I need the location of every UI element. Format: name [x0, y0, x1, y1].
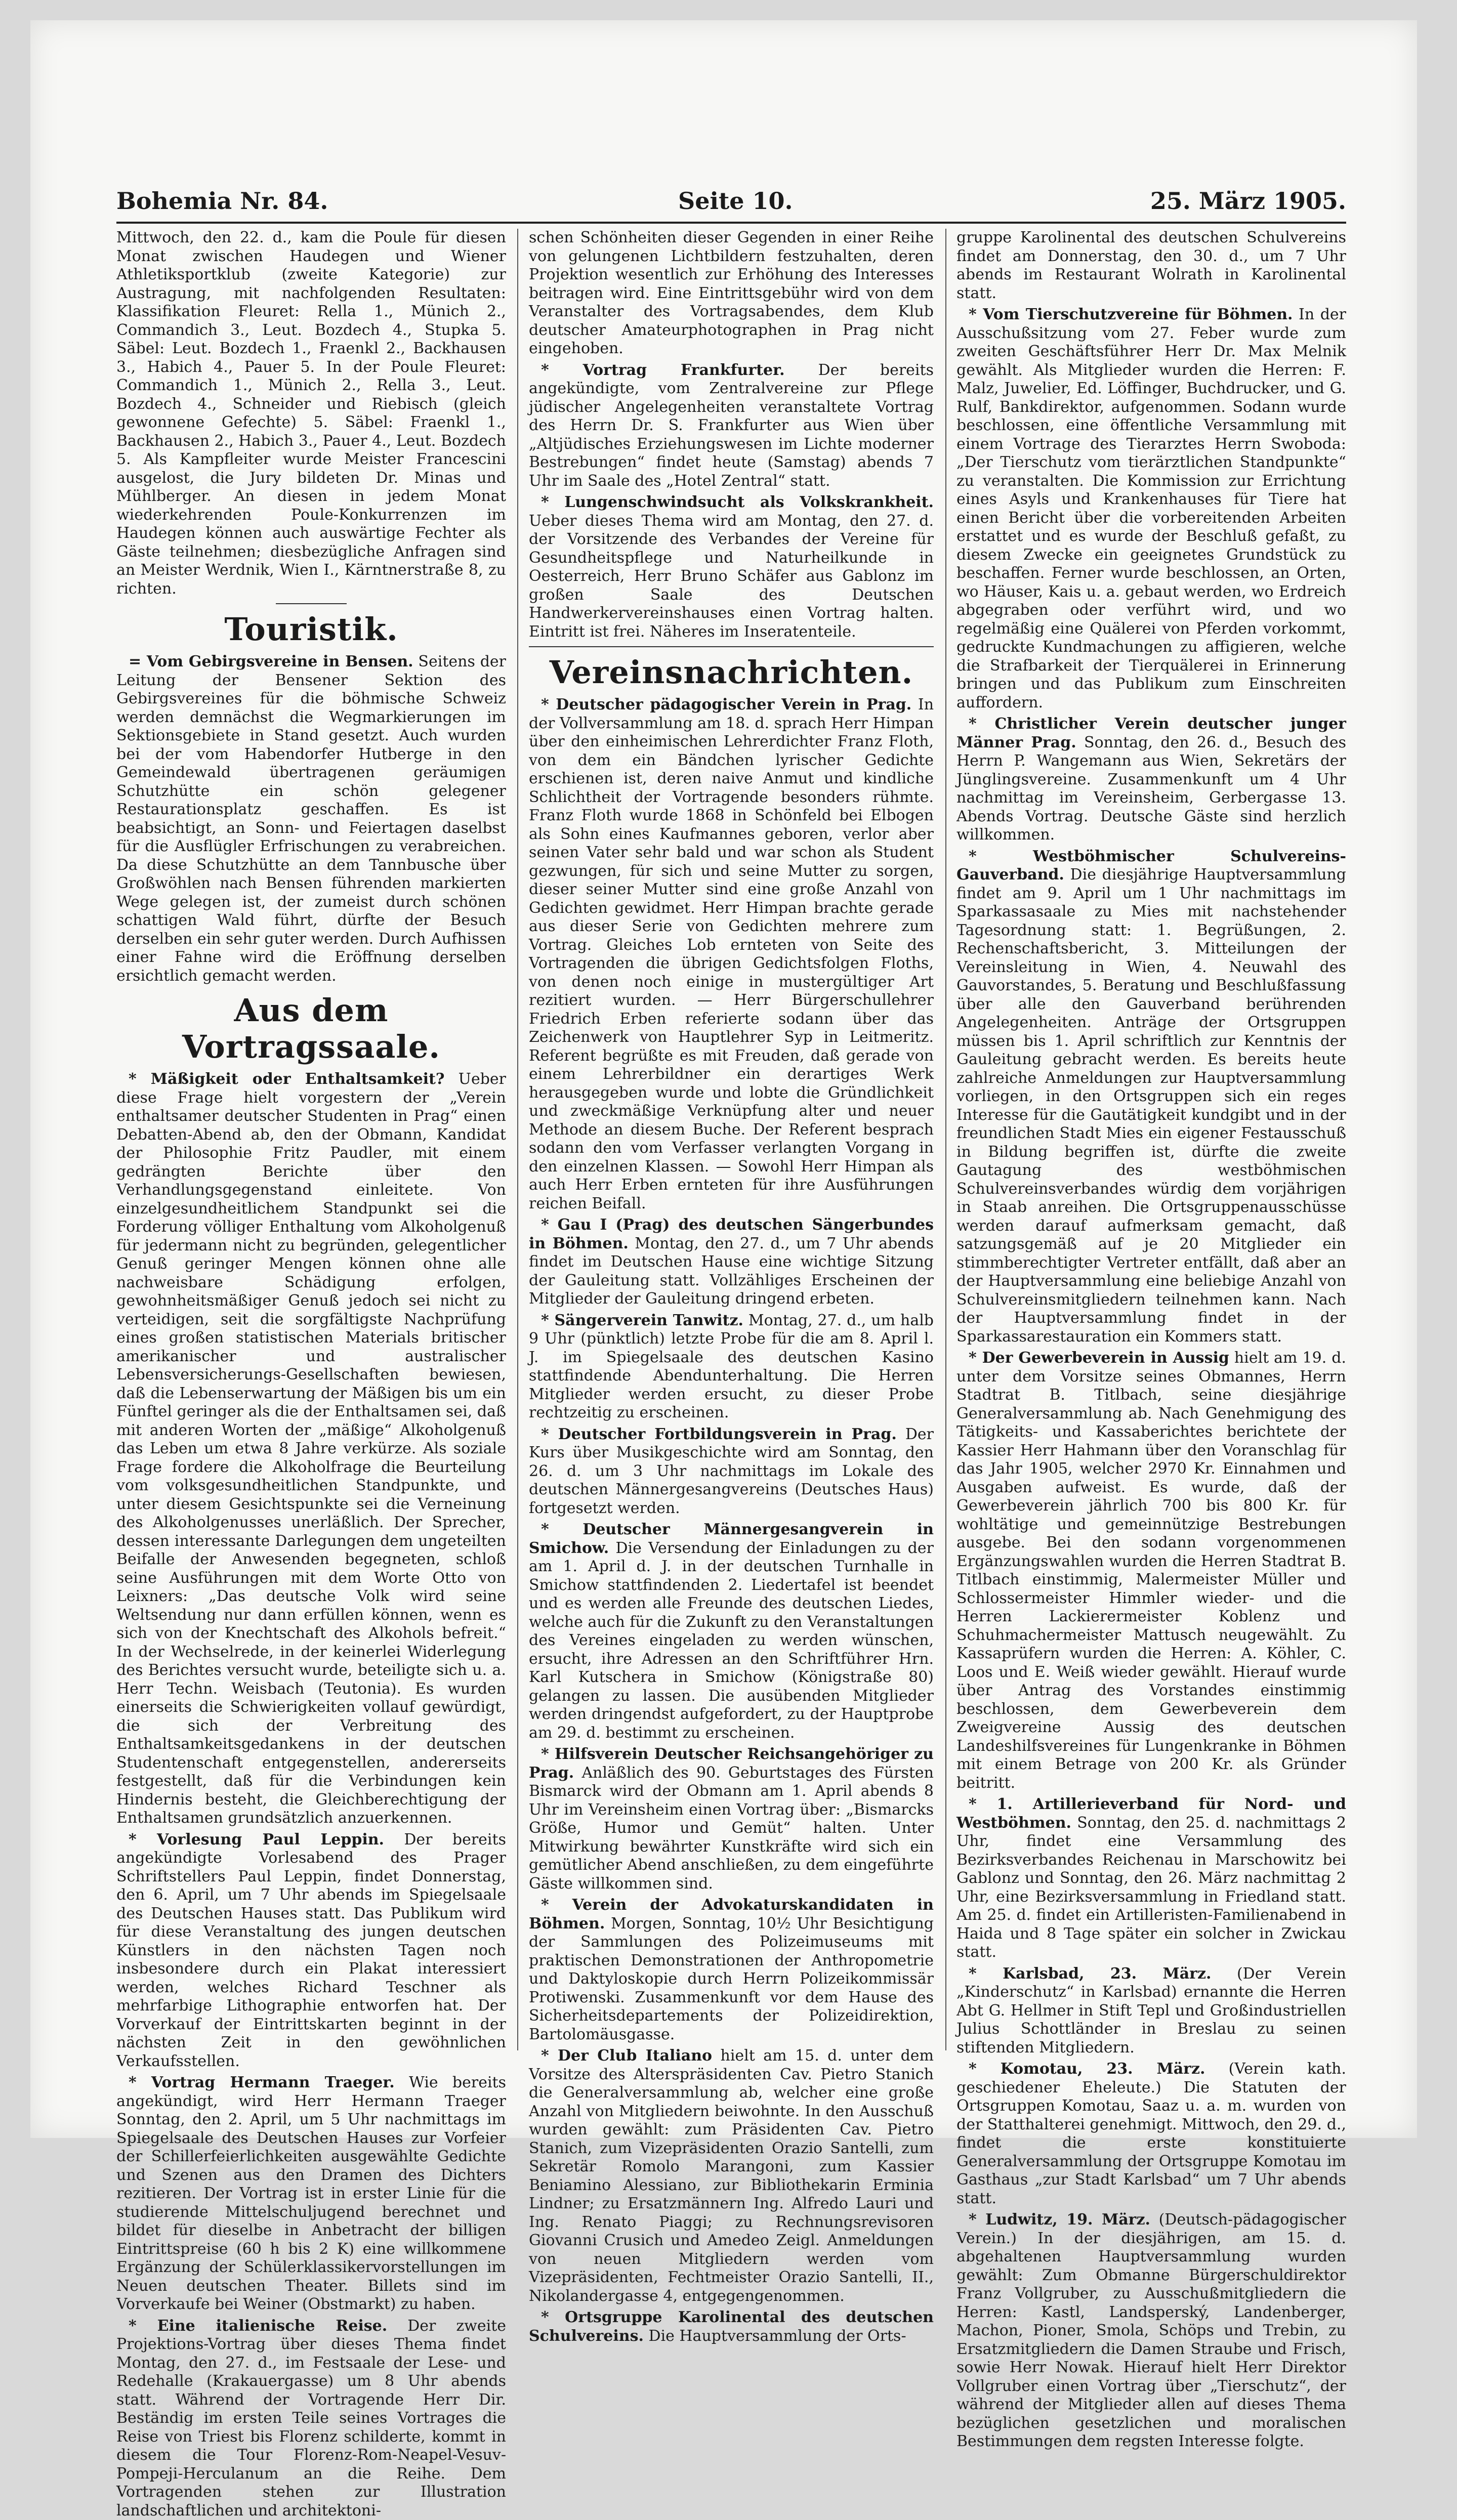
article-body: Wie bereits angekündigt, wird Herr Hermann Traeger Sonntag, den 2. April, um 5 Uhr nachmittags im Spiegelsaale des Deutschen Hauses zur Vorfeier der Schillerfeierlichkeiten ausgewählte Gedichte und Szenen aus den Dramen des Dichters rezitieren. Der Vortrag ist in erster Linie für die studierende Mittelschuljugend berechnet und bildet für dieselbe in Anbetracht der billigen Eintrittspreise (60 h bis 2 K) eine willkommene Ergänzung der Schülerklassikervorstellungen im Neuen deutschen Theater. Billets sind im Vorverkaufe bei Weiner (Obstmarkt) zu haben. [116, 2074, 506, 2313]
page-bottom-margin [30, 2060, 1417, 2138]
article-heading: * Mäßigkeit oder Enthaltsamkeit? [129, 1070, 445, 1088]
newspaper-issue: Bohemia Nr. 84. [116, 187, 328, 215]
article-heading: * Westböhmischer Schulvereins-Gauverband. [956, 848, 1346, 884]
article-body: Die Versendung der Einladungen zu der am 1. April d. J. in der deutschen Turnhalle in Smichow stattfindenden 2. Liedertafel ist beendet und es werden alle Freunde des deutschen Liedes, welche auch für die Zukunft zu den Veranstaltungen des Vereines eingeladen zu werden wünschen, ersucht, ihre Adressen an den Schriftführer Hrn. Karl Kutschera in Smichow (Königstraße 80) gelangen zu lassen. Die ausübenden Mitglieder werden dringendst aufgefordert, zu der Hauptprobe am 29. d. bestimmt zu erscheinen. [529, 1539, 934, 1742]
article-body: In der Vollversammlung am 18. d. sprach Herr Himpan über den einheimischen Lehrerdichter Franz Floth, von dem ein Bändchen lyrischer Gedichte erschienen ist, deren naive Anmut und kindliche Schlichtheit der Vortragende besonders rühmte. Franz Floth wurde 1868 in Schönfeld bei Elbogen als Sohn eines Kaufmannes geboren, verlor aber seinen Vater sehr bald und war schon als Student gezwungen, für sich und seine Mutter zu sorgen, dieser seiner Mutter sind eine große Anzahl von Gedichten gewidmet. Herr Himpan brachte gerade aus dieser Serie von Gedichten mehrere zum Vortrag. Gleiches Lob ernteten von Seite des Vortragenden die übrigen Gedichtsfolgen Floths, von denen noch einige in mustergültiger Art rezitiert wurden. — Herr Bürgerschullehrer Friedrich Erben referierte sodann über das Zeichenwerk von Hauptlehrer Syp in Leitmeritz. Referent begrüßte es mit Freuden, daß gerade von einem Lehrerbildner ein derartiges Werk herausgegeben wurde und lobte die Gründlichkeit und zweckmäßige Verknüpfung alter und neuer Methode an diesem Buche. Der Referent besprach sodann den vom Verfasser verlangten Vorgang in den einzelnen Klassen. — Sowohl Herr Himpan als auch Herr Erben ernteten für ihre Ausführungen reichen Beifall. [529, 696, 934, 1212]
article [956, 715, 1346, 845]
article-body: In der Ausschußsitzung vom 27. Feber wurde zum zweiten Geschäftsführer Herr Dr. Max Melnik gewählt. Als Mitglieder wurden die Herren: F. Malz, Juwelier, Ed. Löffinger, Buchdrucker, und G. Rulf, Bankdirektor, aufgenommen. Sodann wurde beschlossen, eine öffentliche Versammlung mit einem Vortrage des Tierarztes Herrn Swoboda: „Der Tierschutz vom tierärztlichen Standpunkte“ zu veranstalten. Die Kommission zur Errichtung eines Asyls und Krankenhauses für Tiere hat einen Bericht über die vorbereitenden Arbeiten erstattet und es wurde der Beschluß gefaßt, zu diesem Zwecke ein geeignetes Grundstück zu beschaffen. Ferner wurde beschlossen, an Orten, wo Häuser, Kais u. a. gebaut werden, wo Erdreich abgegraben oder verführt wird, und wo regelmäßig eine Quälerei von Pferden vorkommt, gedruckte Kundmachungen zu affigieren, welche die Strafbarkeit der Tierquälerei in Erinnerung bringen und das Publikum zum Einschreiten auffordern. [956, 306, 1346, 711]
article-body: Der bereits angekündigte Vorlesabend des Prager Schriftstellers Paul Leppin, findet Donnerstag, den 6. April, um 7 Uhr abends im Spiegelsaale des Deutschen Hauses statt. Das Publikum wird für diese Veranstaltung des jungen deutschen Künstlers in den nächsten Tagen noch insbesondere durch ein Plakat interessiert werden, welches Richard Teschner als mehrfarbige Lithographie entworfen hat. Der Vorverkauf der Eintrittskarten beginnt in der nächsten Zeit in den gewöhnlichen Verkaufsstellen. [116, 1831, 506, 2070]
article [956, 1349, 1346, 1792]
article [956, 2211, 1346, 2451]
article [956, 848, 1346, 1347]
header-rule [116, 222, 1346, 224]
article-heading: * Ortsgruppe Karolinental des deutschen Schulvereins. [529, 2308, 934, 2345]
article-heading: * Deutscher Fortbildungsverein in Prag. [541, 1425, 897, 1443]
article-heading: * Der Club Italiano [541, 2047, 712, 2065]
article-heading: * Vortrag Hermann Traeger. [129, 2074, 395, 2091]
article [529, 696, 934, 1213]
section-divider [529, 646, 934, 647]
article-body: (Verein kath. geschiedener Eheleute.) Die Statuten der Ortsgruppen Komotau, Saaz u. a. m. wurden von der Statthalterei genehmigt. Mittwoch, den 29. d., findet die erste konstituierte Generalversammlung der Ortsgruppe Komotau im Gasthaus „zur Stadt Karlsbad“ um 7 Uhr abends statt. [956, 2060, 1346, 2207]
article-heading: * Gau I (Prag) des deutschen Sängerbundes in Böhmen. [529, 1216, 934, 1252]
article-heading: * Vortrag Frankfurter. [541, 361, 785, 379]
article [529, 1425, 934, 1518]
article-body: Sonntag, den 26. d., Besuch des Herrn P. Wangemann aus Wien, Sekretärs der Jünglingsvereine. Zusammenkunft um 4 Uhr nachmittag im Vereinsheim, Gerbergasse 13. Abends Vortrag. Deutsche Gäste sind herzlich willkommen. [956, 734, 1346, 844]
article-body: Der Kurs über Musikgeschichte wird am Sonntag, den 26. d. um 3 Uhr nachmittags im Lokale des deutschen Männergesangvereins (Deutsches Haus) fortgesetzt werden. [529, 1425, 934, 1517]
article-heading: * Hilfsverein Deutscher Reichsangehöriger zu Prag. [529, 1745, 934, 1782]
article [529, 361, 934, 491]
article-heading: * Deutscher Männergesangverein in Smichow. [529, 1521, 934, 1557]
article-touristik [116, 653, 506, 985]
article-heading: * Vom Tierschutzvereine für Böhmen. [969, 306, 1293, 323]
article-heading: * Christlicher Verein deutscher junger Männer Prag. [956, 715, 1346, 751]
article-body: Sonntag, den 25. d. nachmittags 2 Uhr, findet eine Versammlung des Bezirksverbandes Reichenau in Marschowitz bei Gablonz und Sonntag, den 26. März nachmittag 2 Uhr, eine Bezirksversammlung in Friedland statt. Am 25. d. findet ein Artilleristen-Familienabend in Haida und 8 Tage später ein solcher in Zwickau statt. [956, 1814, 1346, 1961]
article-body: hielt am 19. d. unter dem Vorsitze seines Obmannes, Herrn Stadtrat B. Titlbach, seine diesjährige Generalversammlung ab. Nach Genehmigung des Tätigkeits- und Kassaberichtes berichtete der Kassier Herr Hahmann über den Voranschlag für das Jahr 1905, welcher 2970 Kr. Einnahmen und Ausgaben aufweist. Es wurde, daß der Gewerbeverein jährlich 700 bis 800 Kr. für wohltätige und gemeinnützige Bestrebungen ausgebe. Bei den sodann vorgenommenen Ergänzungswahlen wurden die Herren Stadtrat B. Titlbach einstimmig, Malermeister Müller und Schlossermeister Himmler wieder- und die Herren Lackierermeister Koblenz und Schuhmachermeister Mattusch neugewählt. Zu Kassaprüfern wurden die Herren: A. Köhler, C. Loos und E. Weiß wieder gewählt. Hierauf wurde über Antrag des Vorstandes einstimmig beschlossen, dem Gewerbeverein dem Zweigvereine Aussig des deutschen Landeshilfsvereines für Lungenkranke in Böhmen mit einem Betrage von 200 Kr. als Gründer beitritt. [956, 1349, 1346, 1792]
article [116, 2317, 506, 2520]
article-heading: * 1. Artillerieverband für Nord- und Westböhmen. [956, 1795, 1346, 1832]
article [529, 2308, 934, 2345]
article-body: hielt am 15. d. unter dem Vorsitze des Alterspräsidenten Cav. Pietro Stanich die Generalversammlung ab, welcher eine große Anzahl von Mitgliedern beiwohnte. In den Ausschuß wurden gewählt: zum Präsidenten Cav. Pietro Stanich, zum Vizepräsidenten Orazio Santelli, zum Sekretär Romolo Marangoni, zum Kassier Beniamino Alessiano, zur Bibliothekarin Erminia Lindner; zu Ersatzmännern Ing. Alfredo Lauri und Ing. Renato Piaggi; zu Rechnungsrevisoren Giovanni Crusich und Amedeo Zeigl. Anmeldungen von neuen Mitgliedern werden vom Vizepräsidenten, Fechtmeister Orazio Santelli, II., Nikolandergasse 4, entgegengenommen. [529, 2047, 934, 2305]
article-heading: * Eine italienische Reise. [129, 2317, 387, 2335]
article [116, 1070, 506, 1828]
article-body: Montag, 27. d., um halb 9 Uhr (pünktlich) letzte Probe für die am 8. April l. J. im Spiegelsaale des deutschen Kasino stattfindende Abendunterhaltung. Die Herren Mitglieder werden ersucht, zu dieser Probe rechtzeitig zu erscheinen. [529, 1312, 934, 1422]
article-heading: * Verein der Advokaturskandidaten in Böhmen. [529, 1896, 934, 1933]
article-continuation: schen Schönheiten dieser Gegenden in einer Reihe von gelungenen Lichtbildern festzuhalten, deren Projektion wesentlich zur Erhöhung des Interesses beitragen wird. Eine Eintrittsgebühr wird von dem Veranstalter des Vortragsabendes, dem Klub deutscher Amateurphotographen in Prag nicht eingehoben. [529, 229, 934, 358]
article [529, 1896, 934, 2044]
article [529, 1745, 934, 1893]
section-title-touristik: Touristik. [116, 611, 506, 648]
article-body: Montag, den 27. d., um 7 Uhr abends findet im Deutschen Hause eine wichtige Sitzung der Gauleitung statt. Vollzähliges Erscheinen der Mitglieder der Gauleitung dringend erbeten. [529, 1235, 934, 1308]
article-heading: = Vom Gebirgsvereine in Bensen. [129, 653, 413, 670]
article-heading: * Komotau, 23. März. [969, 2060, 1205, 2078]
article-body: Die Hauptversammlung der Orts- [648, 2327, 906, 2345]
article-heading: * Deutscher pädagogischer Verein in Prag. [541, 696, 911, 713]
column-1 [116, 229, 506, 2050]
article [529, 1216, 934, 1309]
article-body: Der bereits angekündigte, vom Zentralvereine zur Pflege jüdischer Angelegenheiten veranstaltete Vortrag des Herrn Dr. S. Frankfurter aus Wien über „Altjüdisches Erziehungswesen im Lichte moderner Bestrebungen“ findet heute (Samstag) abends 7 Uhr im Saale des „Hotel Zentral“ statt. [529, 361, 934, 490]
page-header [116, 182, 1346, 223]
article-body: (Der Verein „Kinderschutz“ in Karlsbad) ernannte die Herren Abt G. Hellmer in Stift Tepl und Großindustriellen Julius Schottländer in Breslau zu seinen stiftenden Mitgliedern. [956, 1965, 1346, 2056]
article-body: Anläßlich des 90. Geburtstages des Fürsten Bismarck wird der Obmann am 1. April abends 8 Uhr im Vereinsheim einen Vortrag über: „Bismarcks Größe, Humor und Gemüt“ halten. Unter Mitwirkung bewährter Kunstkräfte wird sich ein gemütlicher Abend anschließen, zu dem eingeführte Gäste willkommen sind. [529, 1764, 934, 1893]
article [116, 1831, 506, 2071]
article-continuation: Mittwoch, den 22. d., kam die Poule für diesen Monat zwischen Haudegen und Wiener Athletiksportklub (zweite Kategorie) zur Austragung, mit nachfolgenden Resultaten: Klassifikation Fleuret: Rella 1., Münich 2., Commandich 3., Leut. Bozdech 4., Stupka 5. Säbel: Leut. Bozdech 1., Fraenkl 2., Backhausen 3., Habich 4., Pauer 5. In der Poule Fleuret: Commandich 1., Münich 2., Rella 3., Leut. Bozdech 4., Schneider und Riebisch (gleich gewonnene Gefechte) 5. Säbel: Fraenkl 1., Backhausen 2., Habich 3., Pauer 4., Leut. Bozdech 5. Als Kampfleiter wurde Meister Francescini ausgelost, die Jury bildeten Dr. Minas und Mühlberger. An diesen in jedem Monat wiederkehrenden Poule-Konkurrenzen im Haudegen können auch auswärtige Fechter als Gäste teilnehmen; diesbezügliche Anfragen sind an Meister Werdnik, Wien I., Kärntnerstraße 8, zu richten. [116, 229, 506, 598]
article-heading: * Lungenschwindsucht als Volkskrankheit. [541, 493, 934, 511]
issue-date: 25. März 1905. [1150, 187, 1346, 215]
article-body: Morgen, Sonntag, 10½ Uhr Besichtigung der Sammlungen des Polizeimuseums mit praktischen Demonstrationen der Anthropometrie und Daktyloskopie durch Herrn Polizeikommissär Protiwenski. Zusammenkunft vor dem Hause des Sicherheitsdepartements der Polizeidirektion, Bartolomäusgasse. [529, 1915, 934, 2043]
article-continuation: gruppe Karolinental des deutschen Schulvereins findet am Donnerstag, den 30. d., um 7 Uhr abends im Restaurant Wolrath in Karolinental statt. [956, 229, 1346, 303]
article [956, 1795, 1346, 1962]
column-3 [956, 229, 1346, 2050]
section-title-vereinsnachrichten: Vereinsnachrichten. [529, 654, 934, 691]
section-title-vortragssaal: Aus dem Vortragssaale. [116, 992, 506, 1065]
article [529, 1521, 934, 1742]
article-heading: * Ludwitz, 19. März. [969, 2211, 1150, 2229]
article-body: Ueber dieses Thema wird am Montag, den 27. d. der Vorsitzende des Verbandes der Vereine für Gesundheitspflege und Naturheilkunde in Oesterreich, Herr Bruno Schäfer aus Gablonz im großen Saale des Deutschen Handwerkervereinshauses einen Vortrag halten. Eintritt ist frei. Näheres im Inseratenteile. [529, 512, 934, 641]
column-2 [529, 229, 934, 2050]
article-heading: * Karlsbad, 23. März. [969, 1965, 1211, 1983]
section-divider [276, 603, 347, 604]
article-body: (Deutsch-pädagogischer Verein.) In der diesjährigen, am 15. d. abgehaltenen Hauptversammlung wurden gewählt: Zum Obmanne Bürgerschuldirektor Franz Vollgruber, zu Ausschußmitgliedern die Herren: Kastl, Landsperský, Landenberger, Machon, Pioner, Smola, Schöps und Trebin, zu Ersatzmitgliedern die Damen Straube und Frisch, sowie Herr Nowak. Hierauf hielt Herr Direktor Vollgruber einen Vortrag über „Tierschutz“, der während der Mitglieder allen auf dieses Thema bezüglichen gesetzlichen und moralischen Bestimmungen dem regsten Interesse folgte. [956, 2211, 1346, 2450]
article-body: Ueber diese Frage hielt vorgestern der „Verein enthaltsamer deutscher Studenten in Prag“ einen Debatten-Abend ab, den der Obmann, Kandidat der Philosophie Fritz Paudler, mit einem gedrängten Berichte über den Verhandlungsgegenstand einleitete. Von einzelgesundheitlichem Standpunkt sei die Forderung völliger Enthaltung vom Alkoholgenuß für jedermann nicht zu begründen, gelegentlicher Genuß geringer Mengen können ohne alle nachweisbare Schädigung erfolgen, gewohnheitsmäßiger Genuß jedoch sei nicht zu verteidigen, seit die sorgfältigste Nachprüfung eines großen statistischen Materials britischer amerikanischer und australischer Lebensversicherungs-Gesellschaften bewiesen, daß die Lebenserwartung der Mäßigen bis um ein Fünftel geringer als die der Enthaltsamen sei, daß mit anderen Worten der „mäßige“ Alkoholgenuß das Leben um etwa 8 Jahre verkürze. Als soziale Frage fordere die Alkoholfrage die Beurteilung vom volksgesundheitlichen Standpunkte, und unter diesem Gesichtspunkte sei die Verneinung des Alkoholgenusses unerläßlich. Der Sprecher, dessen interessante Darlegungen dem ungeteilten Beifalle der Anwesenden begegneten, schloß seine Ausführungen mit dem Worte Otto von Leixners: „Das deutsche Volk wird seine Weltsendung nur dann erfüllen können, wenn es sich von der Knechtschaft des Alkohols befreit.“ In der Wechselrede, in der keinerlei Widerlegung des Berichtes versucht wurde, beteiligte sich u. a. Herr Techn. Weisbach (Teutonia). Es wurden einerseits die Schwierigkeiten vollauf gewürdigt, die sich der Verbreitung des Enthaltsamkeitsgedankens in der deutschen Studentenschaft entgegenstellen, andererseits festgestellt, daß für die Verbindungen kein Hindernis besteht, die Gleichberechtigung der Enthaltsamen grundsätzlich anzuerkennen. [116, 1070, 506, 1827]
article-body: Seitens der Leitung der Bensener Sektion des Gebirgsvereines für die böhmische Schweiz werden demnächst die Wegmarkierungen im Sektionsgebiete in Stand gesetzt. Auch wurden bei der vom Habendorfer Hutberge in den Gemeindewald übertragenen geräumigen Schutzhütte ein schön gelegener Restaurationsplatz geschaffen. Es ist beabsichtigt, an Sonn- und Feiertagen daselbst für die Ausflügler Erfrischungen zu verabreichen. Da diese Schutzhütte an dem Tannbusche über Großwöhlen nach Bensen führenden markierten Wege gelegen ist, der zumeist durch schönen schattigen Wald führt, dürfte der Besuch derselben ein sehr guter werden. Durch Aufhissen einer Fahne wird die Eröffnung derselben ersichtlich gemacht werden. [116, 653, 506, 985]
newspaper-page [30, 20, 1417, 2138]
article [529, 1312, 934, 1422]
article-body: Der zweite Projektions-Vortrag über dieses Thema findet Montag, den 27. d., im Festsaale der Lese- und Redehalle (Krakauergasse) um 8 Uhr abends statt. Während der Vortragende Herr Dir. Beständig im ersten Teile seines Vortrages die Reise von Triest bis Florenz schilderte, kommt in diesem die Tour Florenz-Rom-Neapel-Vesuv-Pompeji-Herculanum an die Reihe. Dem Vortragenden stehen zur Illustration landschaftlichen und architektoni- [116, 2317, 506, 2519]
article [956, 306, 1346, 712]
article-heading: * Der Gewerbeverein in Aussig [969, 1349, 1229, 1367]
column-divider [945, 229, 946, 2050]
column-divider [517, 229, 518, 2050]
article [529, 493, 934, 641]
article-heading: * Vorlesung Paul Leppin. [129, 1831, 384, 1849]
article-body: Die diesjährige Hauptversammlung findet am 9. April um 1 Uhr nachmittags im Sparkassasaale zu Mies mit nachstehender Tagesordnung statt: 1. Begrüßungen, 2. Rechenschaftsbericht, 3. Mitteilungen der Vereinsleitung in Wien, 4. Neuwahl des Gauvorstandes, 5. Beratung und Beschlußfassung über alle den Gauverband berührenden Angelegenheiten. Anträge der Ortsgruppen müssen bis 1. April schriftlich zur Kenntnis der Gauleitung gebracht werden. Es bereits heute zahlreiche Anmeldungen zur Hauptversammlung vorliegen, in den Ortsgruppen sich ein reges Interesse für die Gautätigkeit kundgibt und in der freundlichen Stadt Mies ein eigener Festausschuß in Bildung begriffen ist, dürfte die zweite Gautagung des westböhmischen Schulvereinsverbandes würdig dem vorjährigen in Staab anreihen. Die Ortsgruppenausschüsse werden darauf aufmerksam gemacht, daß satzungsgemäß auf je 20 Mitglieder ein stimmberechtigter Vertreter entfällt, daß aber an der Hauptversammlung eine beliebige Anzahl von Schulvereinsmitgliedern teilnehmen kann. Nach der Hauptversammlung findet in der Sparkassarestauration ein Kommers statt. [956, 866, 1346, 1346]
page-number: Seite 10. [678, 187, 793, 215]
article [956, 1965, 1346, 2057]
article-heading: * Sängerverein Tanwitz. [541, 1312, 743, 1329]
